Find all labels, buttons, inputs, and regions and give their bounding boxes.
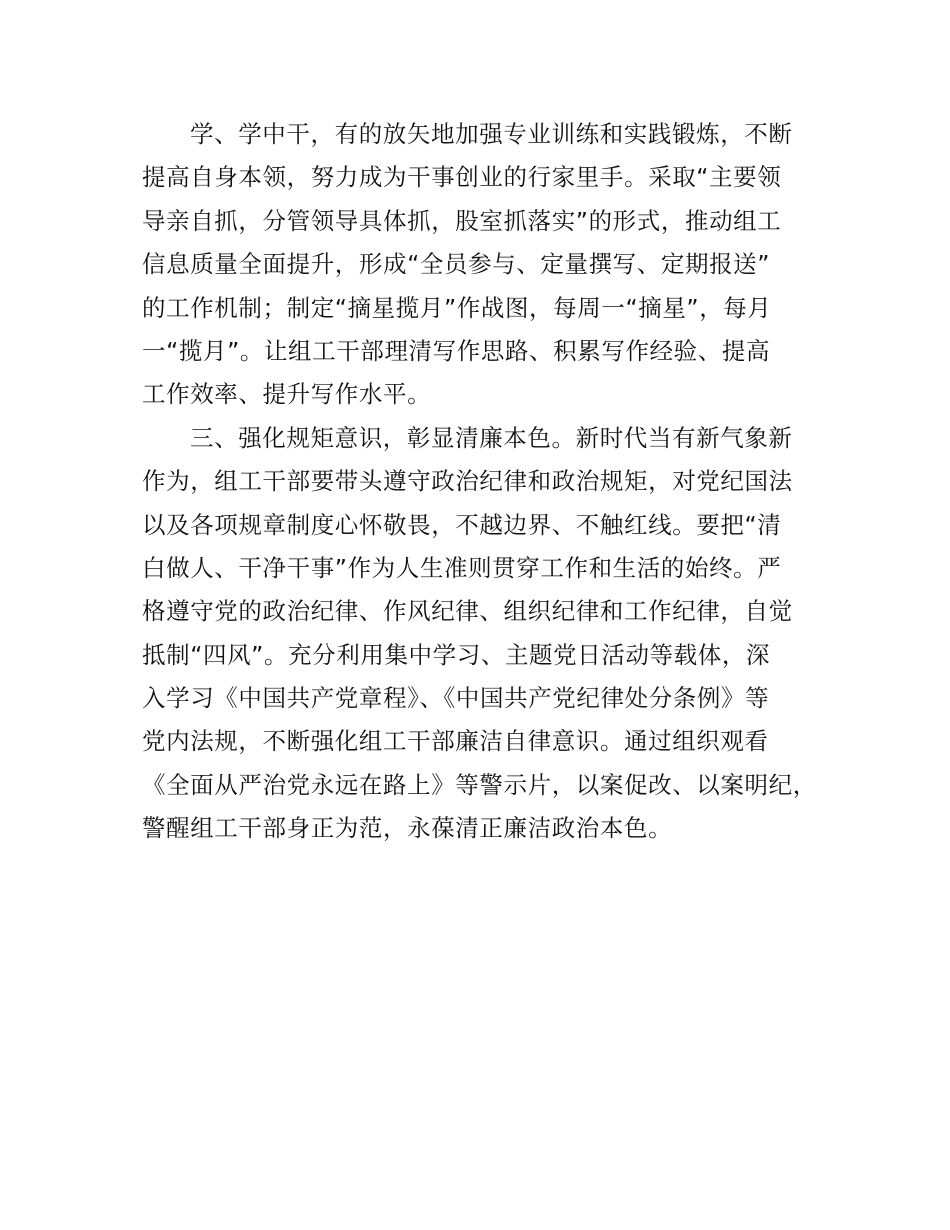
text-line: 一“揽月”。让组工干部理清写作思路、积累写作经验、提高 [142, 336, 771, 365]
text-line: 格遵守党的政治纪律、作风纪律、组织纪律和工作纪律，自觉 [142, 597, 793, 626]
document-body [142, 113, 842, 851]
text-line: 的工作机制；制定“摘星揽月”作战图，每周一“摘星”，每月 [142, 293, 772, 322]
text-line: 信息质量全面提升，形成“全员参与、定量撰写、定期报送” [142, 250, 771, 279]
text-line: 白做人、干净干事”作为人生准则贯穿工作和生活的始终。严 [142, 553, 782, 582]
text-line: 三、强化规矩意识，彰显清廉本色。新时代当有新气象新 [190, 423, 793, 452]
text-line: 导亲自抓，分管领导具体抓，股室抓落实”的形式，推动组工 [142, 206, 782, 235]
text-line: 抵制“四风”。充分利用集中学习、主题党日活动等载体，深 [142, 640, 771, 669]
text-line: 工作效率、提升写作水平。 [142, 380, 432, 409]
text-line: 党内法规，不断强化组工干部廉洁自律意识。通过组织观看 [142, 727, 769, 756]
text-line: 以及各项规章制度心怀敬畏，不越边界、不触红线。要把“清 [142, 510, 782, 539]
text-line: 入学习《中国共产党章程》、《中国共产党纪律处分条例》等 [142, 684, 770, 713]
text-line: 警醒组工干部身正为范，永葆清正廉洁政治本色。 [142, 814, 673, 843]
text-line: 《全面从严治党永远在路上》等警示片，以案促改、以案明纪， [142, 770, 817, 799]
paragraph-rules-awareness [142, 417, 842, 851]
text-line: 作为，组工干部要带头遵守政治纪律和政治规矩，对党纪国法 [142, 467, 793, 496]
text-line: 提高自身本领，努力成为干事创业的行家里手。采取“主要领 [142, 163, 782, 192]
paragraph-training [142, 113, 842, 417]
text-line: 学、学中干，有的放矢地加强专业训练和实践锻炼，不断 [190, 120, 793, 148]
